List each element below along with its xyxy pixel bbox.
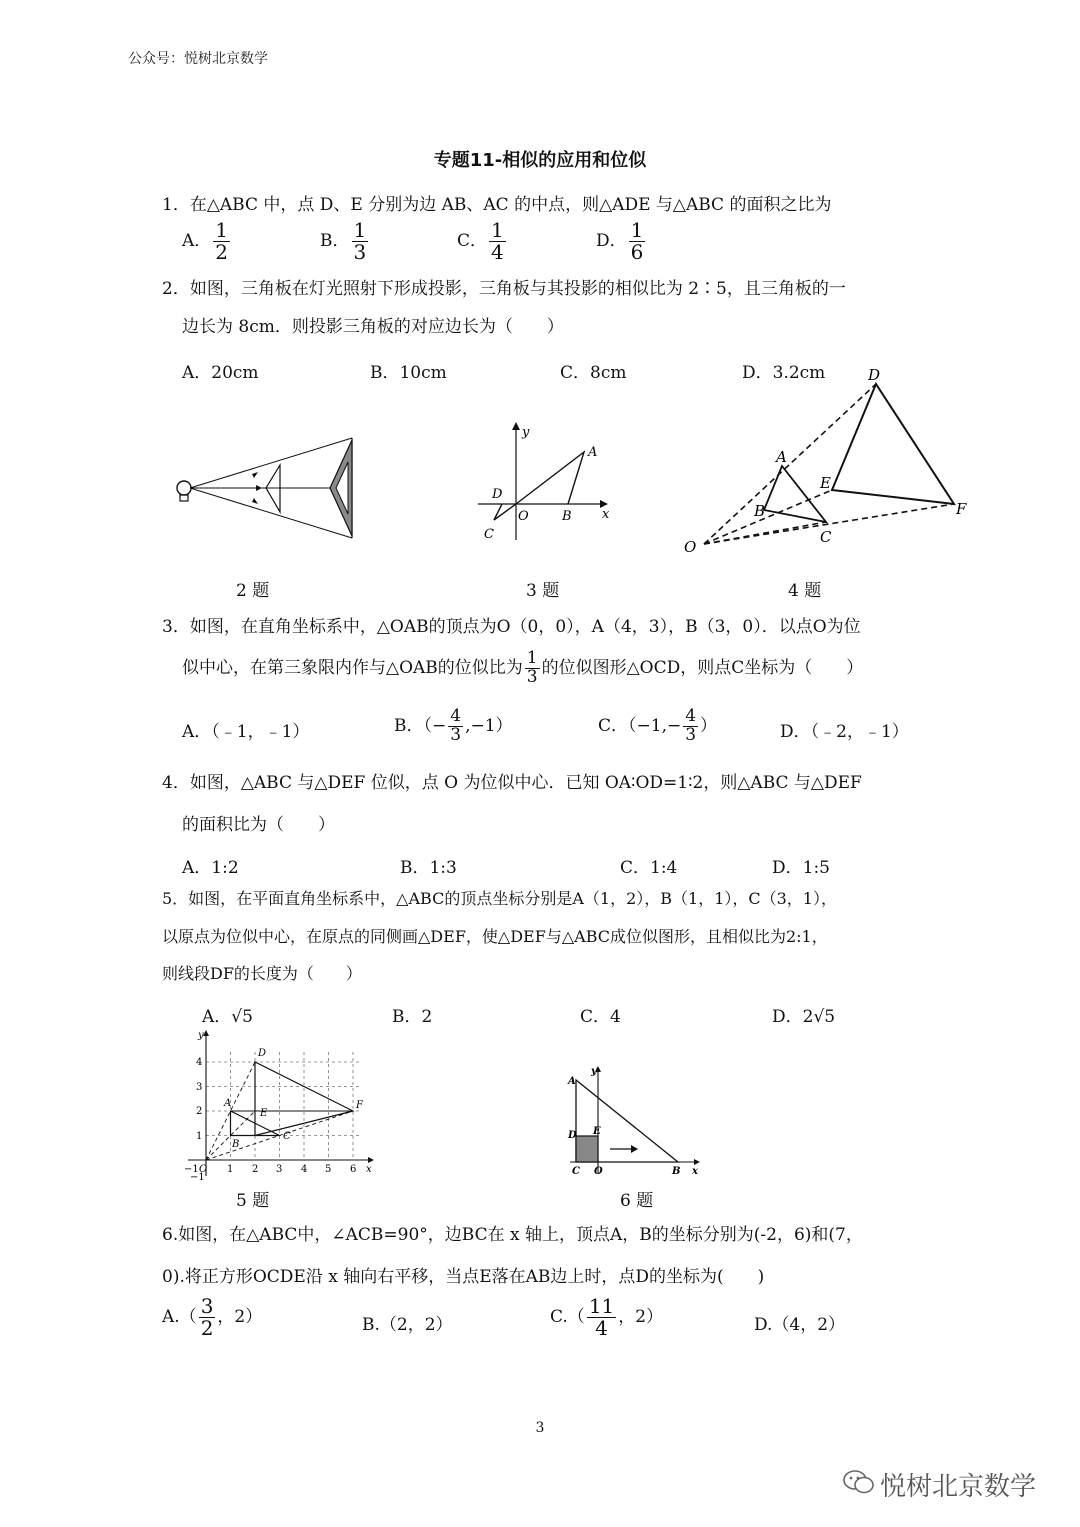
q2-option-a: A．20cm [182, 363, 259, 383]
fig5-tick-x-1: 1 [227, 1164, 234, 1175]
question-1-text: 1．在△ABC 中，点 D、E 分别为边 AB、AC 的中点，则△ADE 与△ABC 的面积之比为 [162, 195, 832, 215]
page-title: 专题11-相似的应用和位似 [433, 150, 647, 171]
fig6-label-c: C [572, 1166, 580, 1177]
figure-6-caption: 6 题 [620, 1191, 654, 1211]
q4-option-d: D．1:5 [772, 858, 830, 878]
q6-option-c: C.（ $\frac{11}{4}$ ，2） [550, 1294, 664, 1340]
q1-option-c: C． $\frac{1}{4}$ [457, 218, 504, 264]
fig5-tick-x-4: 4 [301, 1164, 308, 1175]
fig6-label-e: E [593, 1126, 601, 1137]
header-source: 公众号：悦树北京数学 [128, 51, 268, 67]
q2-option-d: D．3.2cm [742, 363, 826, 383]
fig3-label-a: A [588, 445, 598, 460]
fig5-tick-x-3: 3 [276, 1164, 283, 1175]
fig5-tick-x-2: 2 [252, 1164, 259, 1175]
fig3-label-o: O [518, 509, 529, 524]
fig6-label-x: x [692, 1166, 698, 1177]
fig4-label-f: F [956, 500, 967, 518]
fig6-label-b: B [672, 1166, 681, 1177]
fig4-label-d: D [868, 366, 881, 384]
fig5-label-a: A [224, 1098, 232, 1109]
question-5-line3: 则线段DF的长度为（ ） [162, 964, 362, 983]
question-5-line1: 5．如图，在平面直角坐标系中，△ABC的顶点坐标分别是A（1，2），B（1，1），C（3，1）， [162, 889, 837, 908]
fig5-label-e: E [260, 1108, 268, 1119]
fig4-label-b: B [754, 502, 766, 520]
fig3-label-c: C [484, 527, 494, 542]
question-3-line2: 似中心，在第三象限内作与△OAB的位似比为 $\frac{1}{3}$ 的位似图形△OCD，则点C坐标为（ ） [182, 648, 864, 687]
q5-option-d: D．2√5 [772, 1007, 836, 1027]
q2-option-b: B．10cm [370, 363, 447, 383]
fig4-label-e: E [820, 474, 831, 492]
fig3-label-y: y [522, 425, 530, 440]
fig6-label-o: O [594, 1166, 603, 1177]
fig5-label-c: C [283, 1131, 291, 1142]
q2-option-c: C．8cm [560, 363, 627, 383]
figure-2-caption: 2 题 [236, 581, 270, 601]
fig3-label-x: x [602, 507, 610, 522]
fig5-tick-origin: O [199, 1164, 208, 1175]
figure-3-caption: 3 题 [526, 581, 560, 601]
watermark-account: 悦树北京数学 [880, 1472, 1037, 1502]
q6-option-b: B.（2，2） [362, 1315, 453, 1335]
fig5-tick-x-6: 6 [350, 1164, 357, 1175]
figure-6-translation [560, 1062, 710, 1180]
page-number: 3 [535, 1420, 545, 1436]
fig5-label-d: D [258, 1048, 267, 1059]
fig5-label-b: B [232, 1139, 240, 1150]
question-2-line1: 2．如图，三角板在灯光照射下形成投影，三角板与其投影的相似比为 2∶5，且三角板的一 [162, 279, 846, 299]
fig5-axis-y: y [198, 1030, 204, 1041]
fig5-tick-x-5: 5 [325, 1164, 332, 1175]
question-3-line1: 3．如图，在直角坐标系中，△OAB的顶点为O（0，0），A（4，3），B（3，0）．以点O为位 [162, 617, 861, 637]
q4-option-a: A．1:2 [182, 858, 239, 878]
figure-3-coordinate [472, 420, 622, 550]
fig5-tick-x-neg1: −1 [184, 1164, 199, 1175]
question-2-line2: 边长为 8cm．则投影三角板的对应边长为（ ） [182, 317, 564, 337]
fig4-label-o: O [684, 538, 697, 556]
question-6-line1: 6.如图，在△ABC中，∠ACB=90°，边BC在 x 轴上，顶点A，B的坐标分别为(-2，6)和(7， [162, 1225, 863, 1245]
q6-option-d: D.（4，2） [754, 1315, 846, 1335]
fig4-label-a: A [776, 448, 787, 466]
fig5-label-f: F [356, 1100, 363, 1111]
fig5-tick-y-4: 4 [196, 1057, 203, 1068]
q3-option-c: C．（−1,− $\frac{4}{3}$ ） [598, 706, 718, 745]
q5-option-c: C．4 [580, 1007, 621, 1027]
fig3-label-d: D [492, 487, 503, 502]
fig5-tick-y-3: 3 [196, 1082, 203, 1093]
figure-5-caption: 5 题 [236, 1191, 270, 1211]
q5-option-b: B．2 [392, 1007, 433, 1027]
fig4-label-c: C [820, 528, 832, 546]
q1-option-b: B． $\frac{1}{3}$ [320, 218, 367, 264]
figure-2-projection [170, 430, 360, 545]
lamp-icon [177, 481, 191, 495]
q5-option-a: A．√5 [202, 1007, 253, 1027]
figure-5-grid [180, 1026, 380, 1182]
q1-option-a: A． $\frac{1}{2}$ [182, 218, 229, 264]
question-4-line1: 4．如图，△ABC 与△DEF 位似，点 O 为位似中心．已知 OA∶OD=1∶2，则△ABC 与△DEF [162, 773, 862, 793]
q4-option-c: C．1:4 [620, 858, 678, 878]
question-6-line2: 0).将正方形OCDE沿 x 轴向右平移，当点E落在AB边上时，点D的坐标为( ) [162, 1267, 765, 1287]
q3-option-d: D．（﹣2，﹣1） [780, 722, 909, 742]
wechat-icon [842, 1468, 876, 1496]
fig5-tick-y-2: 2 [196, 1106, 203, 1117]
fig6-label-y: y [591, 1066, 597, 1077]
fig5-axis-x: x [366, 1164, 372, 1175]
question-5-line2: 以原点为位似中心，在原点的同侧画△DEF，使△DEF与△ABC成位似图形，且相似比为2:1， [162, 927, 828, 946]
fig6-label-a: A [568, 1076, 576, 1087]
q3-option-b: B．（− $\frac{4}{3}$ ,−1） [394, 706, 513, 745]
fig6-label-d: D [568, 1130, 577, 1141]
fig5-tick-y-neg1: −1 [190, 1172, 205, 1182]
fig5-tick-y-1: 1 [196, 1131, 203, 1142]
q4-option-b: B．1:3 [400, 858, 457, 878]
q6-option-a: A.（ $\frac{3}{2}$ ，2） [162, 1294, 263, 1340]
figure-4-caption: 4 题 [788, 581, 822, 601]
q1-option-d: D． $\frac{1}{6}$ [596, 218, 644, 264]
figure-4-homothety [680, 362, 980, 557]
fig3-label-b: B [562, 509, 572, 524]
q3-option-a: A．（﹣1，﹣1） [182, 722, 310, 742]
question-4-line2: 的面积比为（ ） [182, 815, 335, 835]
